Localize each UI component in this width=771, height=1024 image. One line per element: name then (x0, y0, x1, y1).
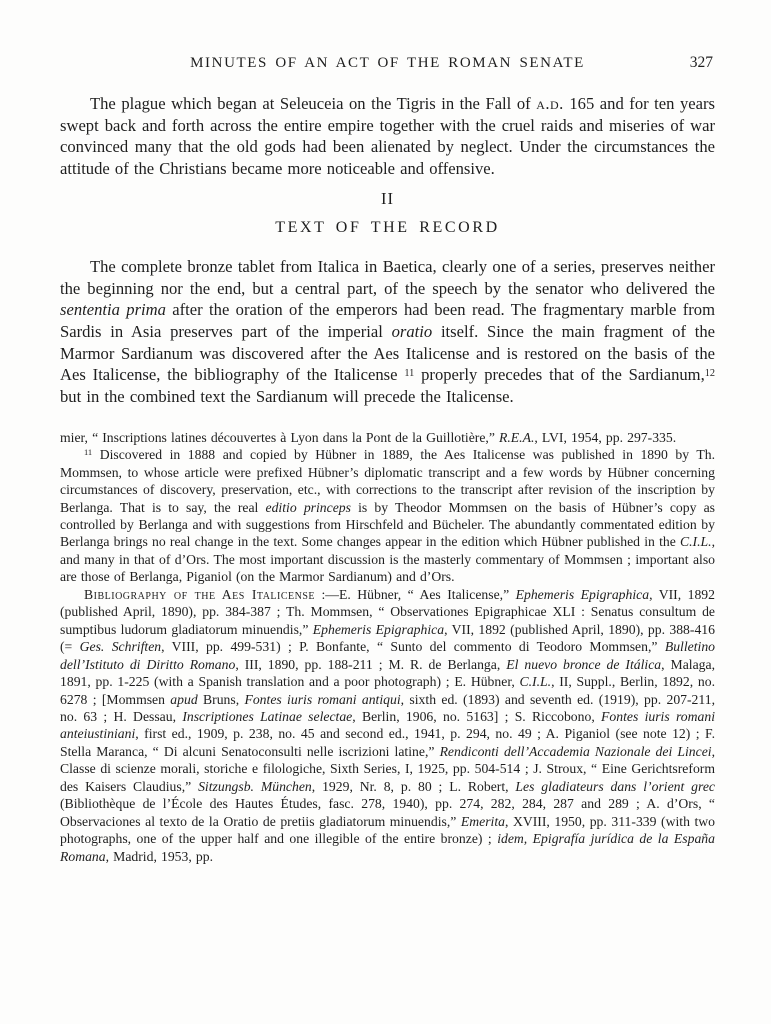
footnote-11: $^{11}$ Discovered in 1888 and copied by Hübner in 1889, the Aes Italicense was published in 1890 by Th. Mommsen, to whose article were prefixed Hübner’s diplomatic transcript and a few words by Hübner concerning circumstances of discovery, preservation, etc., with corrections to the transcript after revision of the inscription by Berlanga. That is to say, the real editio princeps is by Theodor Mommsen on the basis of Hübner’s copy as controlled by Berlanga and with suggestions from Hirschfeld and Bücheler. The abundantly commentated edition by Berlanga brings no real change in the text. Some changes appear in the edition which Hübner published in the C.I.L., and many in that of d’Ors. The most important discussion is the masterly commentary of Mommsen ; important also are those of Berlanga, Piganiol (on the Marmor Sardianum) and d’Ors. (60, 447, 715, 585)
footnote-continuation: mier, “ Inscriptions latines découvertes à Lyon dans la Pont de la Guillotière,” R.E.A., LVI, 1954, pp. 297-335. (60, 429, 677, 445)
page-number: 327 (689, 54, 713, 71)
section-title: TEXT OF THE RECORD (275, 218, 500, 236)
footnotes-section (60, 429, 715, 865)
section-number: II (381, 188, 394, 208)
footnote-bibliography: Bibliography of the Aes Italicense :—E. Hübner, “ Aes Italicense,” Ephemeris Epigraphica, VII, 1892 (published April, 1890), pp. 384-387 ; Th. Mommsen, “ Observationes Epigraphicae XLI : Senatus consultum de sumptibus ludorum gladiatorum minuendis,” Ephemeris Epigraphica, VII, 1892 (published April, 1890), pp. 388-416 (= Ges. Schriften, VIII, pp. 499-531) ; P. Bonfante, “ Sunto del commento di Teodoro Mommsen,” Bulletino dell’Istituto di Diritto Romano, III, 1890, pp. 188-211 ; M. R. de Berlanga, El nuevo bronce de Itálica, Malaga, 1891, pp. 1-225 (with a Spanish translation and a poor photograph) ; E. Hübner, C.I.L., II, Suppl., Berlin, 1892, no. 6278 ; [Mommsen apud Bruns, Fontes iuris romani antiqui, sixth ed. (1893) and seventh ed. (1919), pp. 207-211, no. 63 ; H. Dessau, Inscriptiones Latinae selectae, Berlin, 1906, no. 5163] ; S. Riccobono, Fontes iuris romani anteiustiniani, first ed., 1909, p. 238, no. 45 and second ed., 1941, p. 294, no. 49 ; A. Piganiol (see note 12) ; F. Stella Maranca, “ Di alcuni Senatoconsulti nelle iscrizioni latine,” Rendiconti dell’Accademia Nazionale dei Lincei, Classe di scienze morali, storiche e filologiche, Sixth Series, I, 1925, pp. 504-514 ; J. Stroux, “ Eine Gerichtsreform des Kaisers Claudius,” Sitzungsb. München, 1929, Nr. 8, p. 80 ; L. Robert, Les gladiateurs dans l’orient grec (Bibliothèque de l’École des Hautes Études, fasc. 278, 1940), pp. 274, 282, 284, 287 and 289 ; A. d’Ors, “ Observaciones al texto de la Oratio de pretiis gladiatorum minuendis,” Emerita, XVIII, 1950, pp. 311-339 (with two photographs, one of the upper half and one illegible of the entire bronze) ; idem, Epigrafía jurídica de la España Romana, Madrid, 1953, pp. (60, 586, 716, 864)
running-title: MINUTES OF AN ACT OF THE ROMAN SENATE (190, 55, 585, 71)
body-paragraph-plague: The plague which began at Seleuceia on the Tigris in the Fall of a.d. 165 and for ten years swept back and forth across the entire empire together with the cruel raids and miseries of war convinced many that the old gods had been alienated by neglect. Under the circumstances the attitude of the Christians became more noticeable and offensive. (60, 94, 715, 179)
page-header (60, 54, 715, 73)
body-paragraph-record: The complete bronze tablet from Italica in Baetica, clearly one of a series, preserves neither the beginning nor the end, but a central part, of the speech by the senator who delivered the sententia prima after the oration of the emperors had been read. The fragmentary marble from Sardis in Asia preserves part of the imperial oratio itself. Since the main fragment of the Marmor Sardianum was discovered after the Aes Italicense and is restored on the basis of the Aes Italicense, the bibliography of the Italicense $^{11}$ properly precedes that of the Sardianum,$^{12}$ but in the combined text the Sardianum will precede the Italicense. (60, 256, 716, 407)
